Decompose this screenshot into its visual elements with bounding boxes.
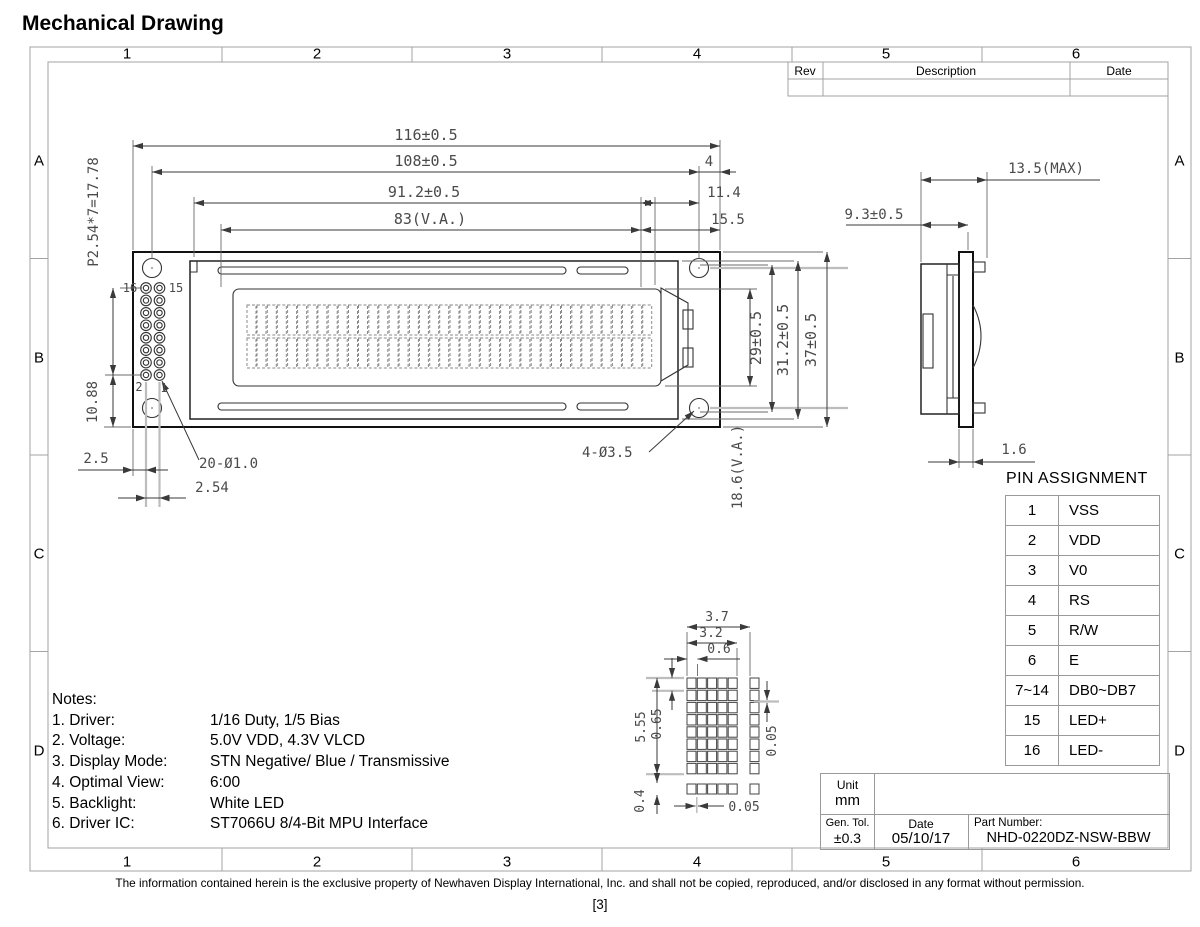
- pin-label-1: 1: [160, 381, 168, 395]
- frame-col-label: 3: [502, 45, 512, 63]
- pin-number: 16: [1006, 736, 1059, 765]
- pin-number: 3: [1006, 556, 1059, 585]
- side-lens: [973, 305, 981, 368]
- gen-tol-label: Gen. Tol.: [825, 817, 870, 829]
- pin-row: [1006, 706, 1159, 736]
- pin-row: [1006, 646, 1159, 676]
- dim-va-height: 18.6(V.A.): [730, 424, 746, 510]
- pin-row: [1006, 586, 1159, 616]
- description-header: Description: [915, 64, 977, 78]
- frame-row-label: B: [33, 349, 45, 367]
- note-value: 5.0V VDD, 4.3V VLCD: [210, 732, 366, 750]
- dim-9-3: 9.3±0.5: [844, 207, 904, 223]
- note-row: [52, 794, 449, 815]
- character-detail: [633, 610, 780, 815]
- title-block: [820, 773, 1170, 850]
- frame-row-label: D: [1174, 742, 1185, 760]
- dim-29: 29±0.5: [747, 310, 765, 366]
- note-row: [52, 814, 449, 835]
- pin-row: [1006, 496, 1159, 526]
- dim-0-65: 0.65: [650, 708, 665, 740]
- part-number-value: NHD-0220DZ-NSW-BBW: [986, 830, 1151, 846]
- part-number-label: Part Number:: [974, 817, 1043, 829]
- note-value: 1/16 Duty, 1/5 Bias: [210, 711, 340, 729]
- rev-header: Rev: [794, 64, 816, 78]
- footer-notice: The information contained herein is the exclusive property of Newhaven Display International, Inc. and shall not be copied, reproduced, and/or disclosed in any format without permission.: [115, 876, 1085, 890]
- title-block-divider: [821, 814, 1169, 815]
- frame-row-label: A: [1174, 152, 1185, 170]
- pin-row: [1006, 736, 1159, 765]
- pin-function: V0: [1069, 562, 1088, 579]
- page-number: [3]: [592, 897, 608, 912]
- pin-number: 6: [1006, 646, 1059, 675]
- pin-holes: [141, 283, 165, 381]
- dim-mount-holes: 4-Ø3.5: [582, 445, 633, 461]
- frame-col-label: 3: [502, 853, 512, 871]
- dim-4: 4: [704, 154, 714, 170]
- pin-function: E: [1069, 652, 1080, 669]
- pin-label-16: 16: [122, 281, 138, 295]
- frame-col-label: 4: [692, 853, 702, 871]
- dim-pin-pitch: P2.54*7=17.78: [86, 157, 102, 267]
- dim-3-7: 3.7: [705, 610, 729, 625]
- pin-number: 2: [1006, 526, 1059, 555]
- frame-col-label: 4: [692, 45, 702, 63]
- note-row: [52, 752, 449, 773]
- pin-function: R/W: [1069, 622, 1099, 639]
- dim-gap-h: 0.05: [728, 800, 760, 815]
- dim-11-4: 11.4: [707, 185, 741, 201]
- frame-col-label: 5: [881, 853, 891, 871]
- frame-col-label: 2: [312, 853, 322, 871]
- pin-assignment-table: [1005, 495, 1160, 766]
- note-label: 3. Display Mode:: [52, 753, 168, 771]
- pin-number: 4: [1006, 586, 1059, 615]
- frame-col-label: 5: [881, 45, 891, 63]
- dim-15-5: 15.5: [711, 212, 745, 228]
- note-row: [52, 773, 449, 794]
- pin-row: [1006, 526, 1159, 556]
- pin-label-2: 2: [135, 380, 143, 394]
- pin-row: [1006, 556, 1159, 586]
- note-value: 6:00: [210, 773, 241, 791]
- page-title: Mechanical Drawing: [22, 12, 224, 35]
- notes-section: [52, 690, 449, 835]
- front-view-dimensions: [78, 126, 848, 509]
- revision-table: [788, 62, 1168, 96]
- unit-label: Unit: [836, 778, 859, 792]
- pin-function: LED-: [1069, 742, 1104, 759]
- frame-col-label: 1: [122, 45, 132, 63]
- date-header: Date: [1106, 64, 1132, 78]
- dim-depth-max: 13.5(MAX): [1008, 161, 1084, 177]
- pin-function: VDD: [1069, 532, 1101, 549]
- side-view: [844, 161, 1100, 468]
- note-row: [52, 711, 449, 732]
- note-label: 5. Backlight:: [52, 794, 137, 812]
- note-label: 6. Driver IC:: [52, 815, 135, 833]
- pin-function: DB0~DB7: [1069, 682, 1137, 699]
- dim-37: 37±0.5: [802, 312, 820, 368]
- frame-row-label: C: [33, 545, 45, 563]
- pin-assignment-title: PIN ASSIGNMENT: [1006, 470, 1148, 487]
- frame-row-label: C: [1174, 545, 1185, 563]
- pin-row: [1006, 676, 1159, 706]
- pin-function: RS: [1069, 592, 1090, 609]
- dot-matrix-cells: [687, 678, 759, 794]
- dim-91-2: 91.2±0.5: [387, 183, 461, 201]
- note-label: 1. Driver:: [52, 711, 115, 729]
- date-label: Date: [908, 817, 934, 831]
- dim-hole-width: 108±0.5: [394, 152, 458, 170]
- gen-tol-value: ±0.3: [833, 830, 862, 846]
- frame-col-label: 1: [122, 853, 132, 871]
- dim-2-5: 2.5: [83, 451, 109, 467]
- dim-gap-v: 0.05: [765, 725, 780, 757]
- character-cells: [247, 305, 652, 368]
- frame-row-label: A: [33, 152, 45, 170]
- note-row: [52, 731, 449, 752]
- dim-5-55: 5.55: [634, 711, 649, 743]
- dim-0-6: 0.6: [707, 642, 731, 657]
- pin-number: 5: [1006, 616, 1059, 645]
- pin-function: LED+: [1069, 712, 1107, 729]
- dim-31-2: 31.2±0.5: [774, 303, 792, 377]
- dim-0-4: 0.4: [633, 789, 648, 813]
- frame-row-label: D: [33, 742, 45, 760]
- note-label: 4. Optimal View:: [52, 773, 165, 791]
- pin-number: 15: [1006, 706, 1059, 735]
- frame-col-label: 6: [1071, 853, 1081, 871]
- notes-heading: Notes:: [52, 691, 97, 708]
- frame-row-label: B: [1174, 349, 1185, 367]
- note-value: White LED: [210, 794, 285, 812]
- dim-10-88: 10.88: [85, 380, 101, 424]
- pin-row: [1006, 616, 1159, 646]
- dim-overall-width: 116±0.5: [394, 126, 458, 144]
- pin-number: 1: [1006, 496, 1059, 525]
- bezel-outline: [190, 261, 678, 419]
- pin-label-15: 15: [168, 281, 184, 295]
- frame-col-label: 6: [1071, 45, 1081, 63]
- note-value: STN Negative/ Blue / Transmissive: [210, 753, 450, 771]
- pin-function: VSS: [1069, 502, 1100, 519]
- date-value: 05/10/17: [891, 830, 951, 847]
- dim-pin-holes: 20-Ø1.0: [199, 456, 259, 472]
- note-value: ST7066U 8/4-Bit MPU Interface: [210, 815, 428, 833]
- dim-1-6: 1.6: [1001, 442, 1027, 458]
- dim-va-width: 83(V.A.): [393, 210, 467, 228]
- unit-value: mm: [835, 792, 860, 809]
- frame-col-label: 2: [312, 45, 322, 63]
- note-label: 2. Voltage:: [52, 732, 126, 750]
- pin-number: 7~14: [1006, 676, 1059, 705]
- dim-3-2: 3.2: [699, 626, 723, 641]
- dim-2-54: 2.54: [195, 480, 229, 496]
- side-pcb: [959, 252, 973, 427]
